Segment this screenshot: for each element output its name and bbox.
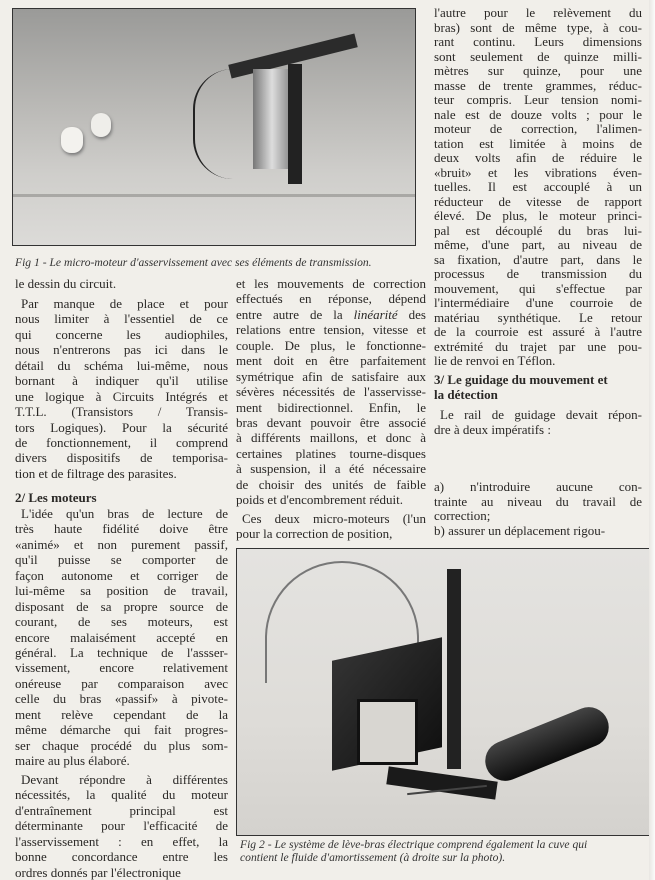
col1-paragraph — [15, 296, 228, 481]
text-line: ment relève cependant de la — [15, 706, 228, 722]
col2-paragraph — [236, 511, 426, 542]
text-line: tors Logiques). Pour la sécurité — [15, 419, 228, 435]
text-line: tion et de filtrage des parasites. — [15, 465, 177, 481]
text-line: onéreuse par comparaison avec — [15, 675, 228, 691]
text-line: nous n'entrerons pas ici dans le — [15, 342, 228, 358]
text-line: masse de trente grammes, réduc- — [434, 77, 642, 93]
text-line: maire au plus élaboré. — [15, 753, 130, 768]
text-line: façon autonome et corriger de — [15, 567, 228, 583]
text-line: de choisir des unités de faible — [236, 476, 426, 492]
figure-2-caption — [240, 838, 587, 864]
text-line: sa fixation, d'autre part, dans le — [434, 251, 642, 267]
text-line: tuelles. Il est accouplé à un — [434, 179, 642, 194]
text-line: Ces deux micro-moteurs (l'un — [242, 511, 426, 526]
caption-line: Fig 2 - Le système de lève-bras électrique comprend également la cuve qui — [240, 838, 588, 851]
text-line: d'entraînement principal est — [15, 802, 228, 818]
text-line: deux volts afin de réduire le — [434, 150, 642, 165]
text-line: déterminante pour l'efficacité de — [15, 818, 228, 834]
text-line: bras devant pouvoir être associé — [236, 414, 426, 430]
text-line: Devant répondre à différentes — [21, 772, 228, 787]
text-line: élevé. De plus, le moteur princi- — [434, 208, 642, 223]
text-line: nécessités, la qualité du moteur — [15, 787, 228, 803]
text-line: à suspension, il a été nécessaire — [236, 461, 426, 477]
text-line: b) assurer un déplacement rigou- — [434, 522, 606, 538]
text-line: Le rail de guidage devait répon- — [440, 407, 642, 422]
text-line: dre à deux impératifs : — [434, 421, 551, 437]
text-line: celle du bras «passif» à pivote- — [15, 691, 228, 707]
text-line: T.T.L. (Transistors / Transis- — [15, 404, 228, 420]
text-line: teur compris. Leur tension nomi- — [434, 92, 642, 107]
page-edge — [649, 0, 655, 880]
text-line: qui concerne les audiophiles, — [15, 326, 228, 342]
text-line: mètres sur quinze, pour une — [434, 63, 642, 78]
text-line: matériau synthétique. Le retour — [434, 309, 642, 325]
text-line: même démarche qui fait progres- — [15, 722, 228, 738]
text-line: effectués en réponse, dépend — [236, 291, 426, 307]
text-line: lie de renvoi en Téflon. — [434, 353, 556, 368]
col1-paragraph — [15, 506, 228, 768]
text-line: a) n'introduire aucune con- — [434, 479, 642, 494]
text-line: très haute fidélité doive être — [15, 521, 228, 537]
col1-paragraph — [15, 772, 228, 880]
text-line: couple. De plus, le fonctionne- — [236, 337, 426, 353]
white-cylinder-part — [91, 113, 111, 137]
text-line: qu'il puisse se comporter de — [15, 552, 228, 568]
section-heading-moteurs: 2/ Les moteurs — [15, 490, 97, 505]
text-line: bras) sont de même type, à cou- — [434, 19, 642, 35]
base-bar — [386, 766, 497, 799]
text-line: lui-même sa position de travail, — [15, 583, 228, 599]
text-line: et les mouvements de correction — [236, 276, 426, 291]
text-line: sont seulement de quinze milli- — [434, 48, 642, 64]
text-line: relations entre tension, vitesse et — [236, 322, 426, 338]
section-heading-guidage — [434, 373, 608, 402]
figure-2-photo — [236, 548, 654, 836]
text-line: le dessin du circuit. — [15, 276, 117, 291]
caption-line: contient le fluide d'amortissement (à droite sur la photo). — [240, 851, 506, 864]
text-line: extrémité du trajet par une pou- — [434, 338, 642, 354]
text-line: sévères nécessités de l'asservisse- — [236, 384, 426, 400]
text-line: de fonctionnement, il comprend — [15, 434, 228, 450]
text-line: détail du schéma lui-même, nous — [15, 357, 228, 373]
text-line: moteur de correction, l'alimen- — [434, 121, 642, 136]
vertical-arm — [447, 569, 461, 769]
col3-list — [434, 480, 642, 538]
motor-face — [357, 699, 418, 765]
figure-1-caption: Fig 1 - Le micro-moteur d'asservissement avec ses éléments de transmission. — [15, 256, 372, 269]
text-line: l'autre pour le relèvement du — [434, 5, 642, 20]
text-line: général. La technique de l'assser- — [15, 644, 228, 660]
wire — [193, 69, 275, 179]
text-line: à différents maillons, et donc à — [236, 430, 426, 446]
white-cylinder-part — [61, 127, 83, 153]
heading-line: 3/ Le guidage du mouvement et — [434, 372, 608, 387]
text-line: même, d'une part, au niveau de — [434, 237, 642, 252]
text-line: poids et d'encombrement réduit. — [236, 492, 403, 508]
motor-plate — [288, 64, 302, 184]
heading-line: la détection — [434, 386, 498, 402]
text-line: L'idée qu'un bras de lecture de — [21, 506, 228, 521]
text-line: rant continu. Leurs dimensions — [434, 34, 642, 49]
text-line: l'intermédiaire d'une courroie de — [434, 295, 642, 310]
text-line: bornant à indiquer qu'il utilise — [15, 373, 228, 389]
table-edge — [13, 194, 415, 197]
text-line: ment bidirectionnel. Enfin, le — [236, 399, 426, 415]
text-line: correction; — [434, 508, 491, 523]
text-line: nous limiter à l'essentiel de ce — [15, 311, 228, 327]
text-line: «animé» et non purement passif, — [15, 536, 228, 552]
text-line: l'asservissement : en effet, la — [15, 833, 228, 849]
text-line: symétrique afin de satisfaire aux — [236, 368, 426, 384]
col3-paragraph — [434, 408, 642, 437]
text-line: Par manque de place et pour — [21, 296, 228, 311]
col3-paragraph — [434, 6, 642, 369]
figure-1-photo — [12, 8, 416, 246]
text-line: mouvement, qui s'effectue par — [434, 280, 642, 296]
text-line: ment doit en être parfaitement — [236, 353, 426, 369]
text-line: entre autre de la linéarité des — [236, 306, 426, 322]
text-line: vissement, encore relativement — [15, 660, 228, 676]
col1-paragraph — [15, 276, 228, 291]
text-line: bonne concordance entre les — [15, 849, 228, 865]
text-line: réducteur de vitesse de rapport — [434, 193, 642, 209]
text-line: courant, de ses moteurs, est — [15, 614, 228, 630]
text-line: disposant de sa propre source de — [15, 598, 228, 614]
text-line: pour la correction de position, — [236, 526, 393, 542]
text-line: ser chaque procédé du plus som- — [15, 737, 228, 753]
text-line: une logique à Circuits Intégrés et — [15, 388, 228, 404]
damping-cylinder — [479, 701, 615, 787]
col2-paragraph — [236, 276, 426, 508]
text-line: divers dispositifs de temporisa- — [15, 450, 228, 466]
text-line: de la courroie est assuré à l'autre — [434, 324, 642, 339]
text-line: trainte au niveau du travail de — [434, 493, 642, 509]
text-line: encore malaisément accepté en — [15, 629, 228, 645]
text-line: certaines platines tourne-disques — [236, 445, 426, 461]
text-line: pal est découplé du bras lui- — [434, 222, 642, 238]
text-line: ordres donnés par l'électronique — [15, 864, 181, 880]
text-line: tation est limitée à moins de — [434, 135, 642, 151]
text-line: «bruit» et les vibrations éven- — [434, 164, 642, 180]
text-line: nale est de douze volts ; pour le — [434, 106, 642, 122]
text-line: processus de transmission du — [434, 266, 642, 281]
